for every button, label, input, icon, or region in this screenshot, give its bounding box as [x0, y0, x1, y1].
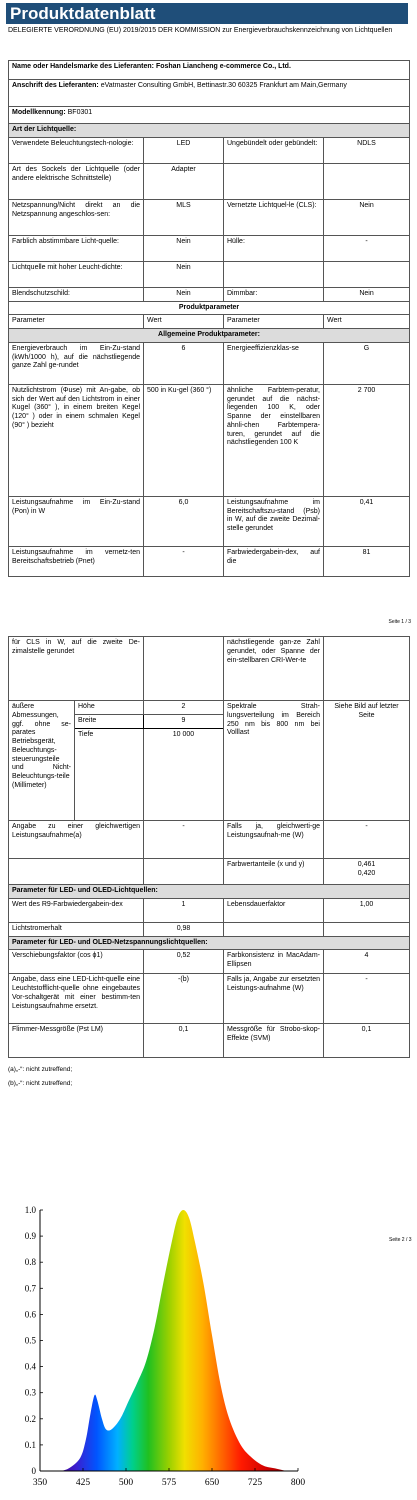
datasheet-page-2 [0, 636, 417, 1106]
spectrum-chart [0, 1180, 417, 1500]
product-params-header: Produktparameter [9, 301, 410, 315]
x-tick-label: 725 [247, 1478, 263, 1488]
address-row [9, 80, 410, 107]
y-tick-label: 0 [31, 1466, 36, 1476]
luminous-flux-value: 500 in Ku-gel (360 °) [144, 384, 224, 496]
chromaticity-value [324, 859, 410, 885]
envelope-value: - [324, 235, 410, 261]
dimmable-label: Dimmbar: [224, 287, 324, 301]
tech-value: LED [144, 137, 224, 163]
y-tick-label: 0.2 [24, 1413, 36, 1424]
x-tick-label: 650 [204, 1478, 220, 1488]
power-factor-label: Verschiebungsfaktor (cos ϕ1) [9, 950, 144, 974]
equivalent-power-value: - [144, 821, 224, 859]
empty-cell [144, 859, 224, 885]
cap-label: Art des Sockels der Lichtquelle (oder andere elektrische Schnittstelle) [9, 163, 144, 199]
address-value: eVatmaster Consulting GmbH, Bettinastr.30 60325 Frankfurt am Main,Germany [98, 82, 347, 89]
y-tick-label: 0.5 [24, 1335, 36, 1346]
chromaticity-label: Farbwertanteile (x und y) [224, 859, 324, 885]
lumen-maintenance-label: Lichtstromerhalt [9, 922, 144, 936]
r9-label: Wert des R9-Farbwiedergabein-dex [9, 898, 144, 922]
empty-cell [324, 922, 410, 936]
page-title: Produktdatenblatt [6, 3, 408, 24]
cri-value: 81 [324, 546, 410, 576]
empty-cell [324, 261, 410, 287]
replacement-power-label: Falls ja, Angabe zur ersetzten Leistungs-aufnahme (W) [224, 974, 324, 1024]
x-tick-label: 575 [161, 1478, 177, 1488]
x-tick-label: 425 [75, 1478, 91, 1488]
lumen-maintenance-value: 0,98 [144, 922, 224, 936]
footnotes [8, 1066, 72, 1094]
height-value: 2 [144, 701, 224, 715]
dimmable-value: Nein [324, 287, 410, 301]
cap-value: Adapter [144, 163, 224, 199]
footnote-a: (a)„-“: nicht zutreffend; [8, 1066, 73, 1073]
empty-cell [224, 922, 324, 936]
cri-cont: nächstliegende gan-ze Zahl gerundet, oder Spanne der ein-stellbaren CRI-Wer-te [224, 637, 324, 701]
cct-label: ähnliche Farbtem-peratur, gerundet auf die nächst-liegenden 100 K, oder Spanne der einstellbaren ähnli-chen Farbtempera-turen, gerundet auf die nächstliegenden 100 K [224, 384, 324, 496]
empty-cell [224, 261, 324, 287]
empty-cell [144, 637, 224, 701]
spectrum-area [60, 1210, 286, 1471]
y-tick-label: 0.4 [24, 1361, 36, 1372]
height-label: Höhe [75, 701, 144, 715]
cri-label: Farbwiedergabein-dex, auf die [224, 546, 324, 576]
macadam-label: Farbkonsistenz in MacAdam-Ellipsen [224, 950, 324, 974]
dimensions-label: äußere Abmessungen, ggf. ohne se-parates Betriebsgerät, Beleuchtungs-steuerungsteile und Nicht-Beleuchtungs-teile (Millimeter) [9, 701, 75, 821]
spectral-value: Siehe Bild auf letzter Seite [324, 701, 410, 821]
page-number: Seite 1 / 3 [388, 619, 411, 625]
envelope-label: Hülle: [224, 235, 324, 261]
width-value: 9 [144, 715, 224, 729]
glare-value: Nein [144, 287, 224, 301]
spectral-label: Spektrale Strah-lungsverteilung im Bereich 250 nm bis 800 nm bei Volllast [224, 701, 324, 821]
y-tick-label: 0.7 [24, 1283, 36, 1294]
cct-value: 2 700 [324, 384, 410, 496]
spectrum-chart-page [0, 1180, 417, 1500]
y-tick-label: 0.9 [24, 1231, 36, 1242]
y-tick-label: 0.1 [24, 1439, 36, 1450]
cls-value: Nein [324, 199, 410, 235]
r9-value: 1 [144, 898, 224, 922]
survival-factor-label: Lebensdauerfaktor [224, 898, 324, 922]
col-parameter: Parameter [9, 315, 144, 329]
power-factor-value: 0,52 [144, 950, 224, 974]
supplier-row: Name oder Handelsmarke des Lieferanten: Foshan Liancheng e-commerce Co., Ltd. [9, 61, 410, 80]
regulation-text: DELEGIERTE VERORDNUNG (EU) 2019/2015 DER KOMMISSION zur Energieverbrauchskennzeichnung von Lichtquellen [8, 27, 393, 34]
stroboscopic-label: Messgröße für Strobo-skop-Effekte (SVM) [224, 1024, 324, 1058]
x-tick-label: 800 [290, 1478, 306, 1488]
cls-label: Vernetzte Lichtquel-le (CLS): [224, 199, 324, 235]
general-params-header: Allgemeine Produktparameter: [9, 329, 410, 343]
survival-factor-value: 1,00 [324, 898, 410, 922]
chromaticity-y: 0,420 [357, 869, 376, 877]
footnote-b: (b)„-“: nicht zutreffend; [8, 1080, 73, 1088]
standby-power-label: Leistungsaufnahme im Bereitschaftszu-stand (Psb) in W, auf die zweite Dezimal-stelle gerundet [224, 496, 324, 546]
col-value: Wert [144, 315, 224, 329]
equivalent-power-w-value: - [324, 821, 410, 859]
empty-cell [224, 163, 324, 199]
high-luminance-label: Lichtquelle mit hoher Leucht-dichte: [9, 261, 144, 287]
type-section-header: Art der Lichtquelle: [9, 124, 410, 138]
on-power-label: Leistungsaufnahme im Ein-Zu-stand (Pon) in W [9, 496, 144, 546]
led-section-header: Parameter für LED- und OLED-Lichtquellen: [9, 885, 410, 899]
cls-standby-cont: für CLS in W, auf die zweite De-zimalstelle gerundet [9, 637, 144, 701]
energy-consumption-value: 6 [144, 342, 224, 384]
mains-label: Netzspannung/Nicht direkt an die Netzspannung angeschlos-sen: [9, 199, 144, 235]
tunable-label: Farblich abstimmbare Licht-quelle: [9, 235, 144, 261]
col-value: Wert [324, 315, 410, 329]
networked-standby-value: - [144, 546, 224, 576]
luminous-flux-label: Nutzlichtstrom (Φuse) mit An-gabe, ob sich der Wert auf den Lichtstrom in einer Kugel (360° ), in einem breiten Kegel (120° ) oder in einem schmalen Kegel (90° ) bezieht [9, 384, 144, 496]
energy-class-value: G [324, 342, 410, 384]
energy-class-label: Energieeffizienzklas-se [224, 342, 324, 384]
chromaticity-x: 0,461 [357, 861, 376, 868]
col-parameter: Parameter [224, 315, 324, 329]
depth-label: Tiefe [75, 729, 144, 821]
address-label: Anschrift des Lieferanten: [12, 82, 99, 89]
y-tick-label: 1.0 [24, 1205, 36, 1215]
flicker-value: 0,1 [144, 1024, 224, 1058]
glare-label: Blendschutzschild: [9, 287, 144, 301]
replacement-claim-value: -(b) [144, 974, 224, 1024]
mains-section-header: Parameter für LED- und OLED-Netzspannungslichtquellen: [9, 936, 410, 950]
page-number: Seite 2 / 3 [389, 1237, 412, 1243]
model-row [9, 107, 410, 124]
replacement-power-value: - [324, 974, 410, 1024]
model-label: Modellkennung: [12, 109, 66, 116]
directional-value: NDLS [324, 137, 410, 163]
datasheet-table-2 [8, 636, 410, 1058]
y-tick-label: 0.6 [24, 1309, 36, 1320]
equivalent-power-label: Angabe zu einer gleichwertigen Leistungsaufnahme(a) [9, 821, 144, 859]
high-luminance-value: Nein [144, 261, 224, 287]
directional-label: Ungebündelt oder gebündelt: [224, 137, 324, 163]
x-tick-label: 350 [32, 1478, 48, 1488]
tunable-value: Nein [144, 235, 224, 261]
flicker-label: Flimmer-Messgröße (Pst LM) [9, 1024, 144, 1058]
model-value: BF0301 [67, 109, 93, 116]
macadam-value: 4 [324, 950, 410, 974]
datasheet-page-1 [0, 0, 417, 626]
width-label: Breite [75, 715, 144, 729]
mains-value: MLS [144, 199, 224, 235]
x-tick-label: 500 [118, 1478, 134, 1488]
y-tick-label: 0.3 [24, 1387, 36, 1398]
tech-label: Verwendete Beleuchtungstech-nologie: [9, 137, 144, 163]
networked-standby-label: Leistungsaufnahme im vernetz-ten Bereitschaftsbetrieb (Pnet) [9, 546, 144, 576]
replacement-claim-label: Angabe, dass eine LED-Licht-quelle eine Leuchtstofflicht-quelle ohne eingebautes Vor-schaltgerät mit einer bestimm-ten Leistungsaufnahme ersetzt. [9, 974, 144, 1024]
datasheet-table-1 [8, 60, 410, 577]
empty-cell [324, 163, 410, 199]
on-power-value: 6,0 [144, 496, 224, 546]
empty-cell [9, 859, 144, 885]
standby-power-value: 0,41 [324, 496, 410, 546]
stroboscopic-value: 0,1 [324, 1024, 410, 1058]
depth-value: 10 000 [144, 729, 224, 821]
y-tick-label: 0.8 [24, 1257, 36, 1268]
empty-cell [324, 637, 410, 701]
energy-consumption-label: Energieverbrauch im Ein-Zu-stand (kWh/1000 h), auf die nächstliegende ganze Zahl ge-rundet [9, 342, 144, 384]
equivalent-power-w-label: Falls ja, gleichwerti-ge Leistungsaufnah-me (W) [224, 821, 324, 859]
